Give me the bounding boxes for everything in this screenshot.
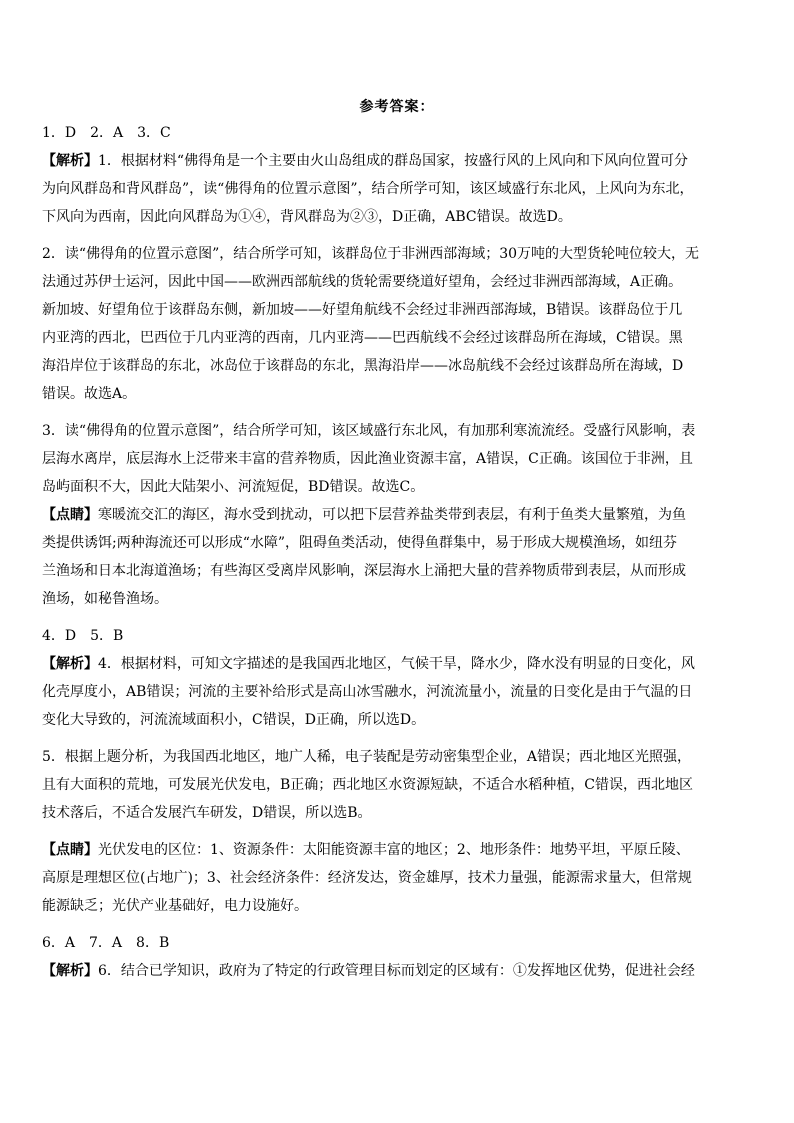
text-line: 为向风群岛和背风群岛”，读“佛得角的位置示意图”，结合所学可知，该区域盛行东北风，上风向为东北， xyxy=(42,181,694,197)
text-line: 层海水离岸，底层海水上泛带来丰富的营养物质，因此渔业资源丰富，A错误，C正确。该国位于非洲，且 xyxy=(42,451,693,467)
text-line: 4．D 5．B xyxy=(42,628,124,644)
text-line: 内亚湾的西北，巴西位于几内亚湾的西南，几内亚湾——巴西航线不会经过该群岛所在海域，C错误。黑 xyxy=(42,330,683,346)
text-line: 法通过苏伊士运河，因此中国——欧洲西部航线的货轮需要绕道好望角，会经过非洲西部海域，A正确。 xyxy=(42,274,683,290)
text-line: 【解析】6．结合已学知识，政府为了特定的行政管理目标而划定的区域有：①发挥地区优势，促进社会经 xyxy=(42,963,695,979)
text-line: 【点睛】寒暖流交汇的海区，海水受到扰动，可以把下层营养盐类带到表层，有利于鱼类大量繁殖，为鱼 xyxy=(42,507,686,523)
text-line: 渔场，如秘鲁渔场。 xyxy=(42,591,168,607)
text-line: 类提供诱饵;两种海流还可以形成“水障”，阻碍鱼类活动，使得鱼群集中，易于形成大规模渔场，如纽芬 xyxy=(42,535,678,551)
text-line: 新加坡、好望角位于该群岛东侧，新加坡——好望角航线不会经过非洲西部海域，B错误。该群岛位于几 xyxy=(42,302,683,318)
text-line: 3．读“佛得角的位置示意图”，结合所学可知，该区域盛行东北风，有加那利寒流流经。受盛行风影响，表 xyxy=(42,423,696,439)
text-line: 下风向为西南，因此向风群岛为①④，背风群岛为②③，D正确，ABC错误。故选D。 xyxy=(42,209,572,225)
text-line: 海沿岸位于该群岛的东北，冰岛位于该群岛的东北，黑海沿岸——冰岛航线不会经过该群岛所在海域，D xyxy=(42,358,684,374)
text-line: 1．D 2．A 3．C xyxy=(42,125,171,141)
section-tag: 【解析】 xyxy=(42,656,98,672)
text-line: 【解析】4．根据材料，可知文字描述的是我国西北地区，气候干旱，降水少，降水没有明显的日变化，风 xyxy=(42,656,695,672)
text-line: 【解析】1．根据材料“佛得角是一个主要由火山岛组成的群岛国家，按盛行风的上风向和下风向位置可分 xyxy=(42,153,689,169)
section-tag: 【点睛】 xyxy=(42,842,98,858)
text-line: 5．根据上题分析，为我国西北地区，地广人稀，电子装配是劳动密集型企业，A错误；西北地区光照强， xyxy=(42,749,692,765)
text-line: 兰渔场和日本北海道渔场；有些海区受离岸风影响，深层海水上涌把大量的营养物质带到表层，从而形成 xyxy=(42,563,686,579)
text-line: 技术落后，不适合发展汽车研发，D错误，所以选B。 xyxy=(42,805,372,821)
section-tag: 【点睛】 xyxy=(42,507,98,523)
text-line: 2．读“佛得角的位置示意图”，结合所学可知，该群岛位于非洲西部海域；30万吨的大型货轮吨位较大，无 xyxy=(42,246,700,262)
text-line: 化壳厚度小，AB错误；河流的主要补给形式是高山冰雪融水，河流流量小，流量的日变化是由于气温的日 xyxy=(42,684,693,700)
text-line: 变化大导致的，河流流域面积小，C错误，D正确，所以选D。 xyxy=(42,712,426,728)
text-line: 能源缺乏；光伏产业基础好，电力设施好。 xyxy=(42,898,308,914)
text-line: 【点睛】光伏发电的区位：1、资源条件：太阳能资源丰富的地区；2、地形条件：地势平坦，平原丘陵、 xyxy=(42,842,690,858)
text-line: 岛屿面积不大，因此大陆架小、河流短促，BD错误。故选C。 xyxy=(42,479,425,495)
text-line: 错误。故选A。 xyxy=(42,386,137,402)
section-tag: 【解析】 xyxy=(42,963,98,979)
text-line: 高原是理想区位(占地广)；3、社会经济条件：经济发达，资金雄厚，技术力量强，能源需求量大，但常规 xyxy=(42,870,692,886)
section-tag: 【解析】 xyxy=(42,153,98,169)
text-line: 6．A 7．A 8．B xyxy=(42,935,170,951)
page-title: 参考答案： xyxy=(359,99,435,115)
text-line: 且有大面积的荒地，可发展光伏发电，B正确；西北地区水资源短缺，不适合水稻种植，C错误，西北地区 xyxy=(42,777,693,793)
